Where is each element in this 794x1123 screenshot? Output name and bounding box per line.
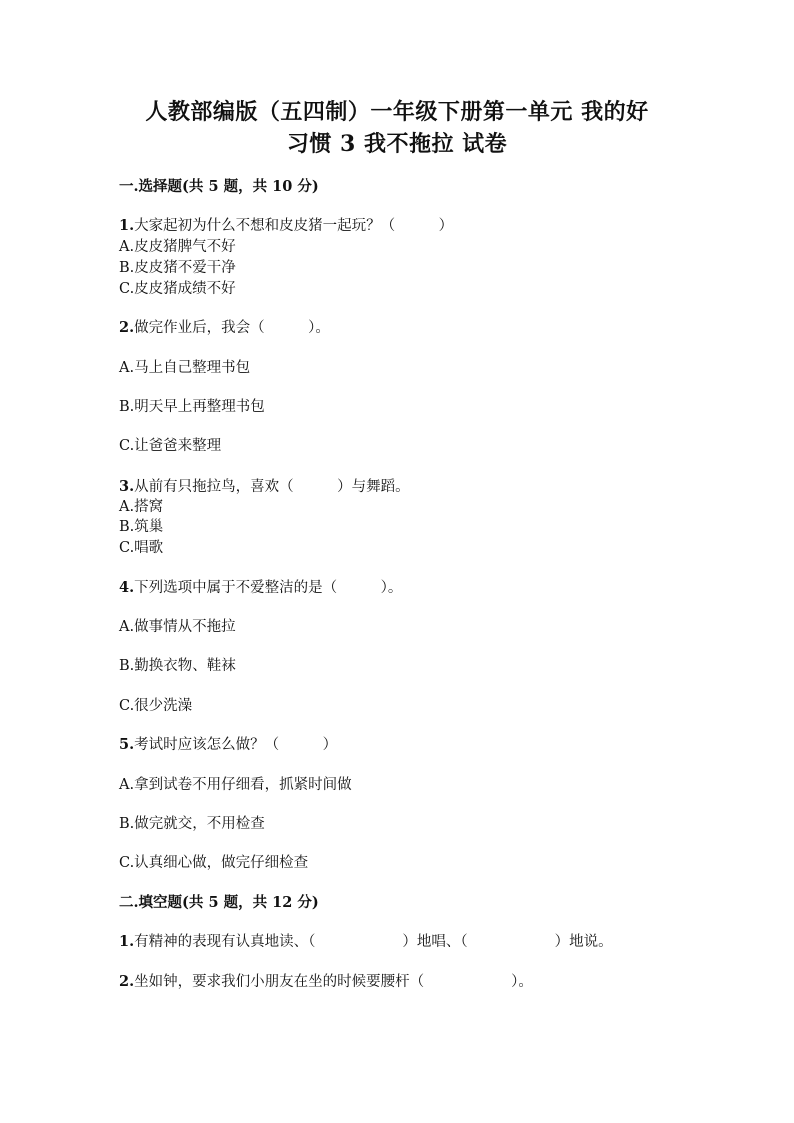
fill-question-2 [119, 972, 533, 992]
question-4-option-b: B.勤换衣物、鞋袜 [119, 658, 236, 674]
question-5 [119, 735, 337, 755]
fill-question-1 [119, 932, 613, 952]
question-3 [119, 477, 410, 497]
question-4-option-c: C.很少洗澡 [119, 698, 193, 714]
question-number: 2. [119, 319, 135, 336]
question-text: 大家起初为什么不想和皮皮猪一起玩？（ ） [134, 218, 454, 234]
question-text: 从前有只拖拉鸟，喜欢（ ）与舞蹈。 [134, 479, 410, 495]
question-5-option-b: B.做完就交，不用检查 [119, 816, 265, 832]
question-text: 下列选项中属于不爱整洁的是（ ）。 [134, 580, 403, 596]
question-1-option-c: C.皮皮猪成绩不好 [119, 281, 236, 297]
question-2-option-c: C.让爸爸来整理 [119, 438, 222, 454]
question-number: 1. [119, 933, 135, 950]
question-3-option-a: A.搭窝 [119, 499, 164, 515]
question-text: 有精神的表现有认真地读、（ ）地唱、（ ）地说。 [134, 934, 613, 950]
question-2-option-b: B.明天早上再整理书包 [119, 399, 265, 415]
question-text: 做完作业后，我会（ ）。 [134, 320, 330, 336]
exam-title-line-2: 习惯 3 我不拖拉 试卷 [286, 131, 508, 157]
question-2-option-a: A.马上自己整理书包 [119, 360, 251, 376]
section-heading-multiple-choice: 一.选择题(共 5 题，共 10 分) [119, 178, 319, 195]
question-text: 坐如钟，要求我们小朋友在坐的时候要腰杆（ ）。 [134, 974, 533, 990]
question-1-option-b: B.皮皮猪不爱干净 [119, 260, 236, 276]
question-5-option-a: A.拿到试卷不用仔细看，抓紧时间做 [119, 777, 352, 793]
exam-title-line-1: 人教部编版（五四制）一年级下册第一单元 我的好 [145, 99, 649, 125]
question-3-option-c: C.唱歌 [119, 540, 164, 556]
question-1-option-a: A.皮皮猪脾气不好 [119, 239, 236, 255]
question-1 [119, 216, 453, 236]
question-3-option-b: B.筑巢 [119, 519, 164, 535]
question-number: 4. [119, 579, 135, 596]
question-number: 3. [119, 478, 135, 495]
question-2 [119, 318, 330, 338]
question-number: 5. [119, 736, 135, 753]
section-heading-fill-in-blank: 二.填空题(共 5 题，共 12 分) [119, 894, 319, 911]
question-5-option-c: C.认真细心做，做完仔细检查 [119, 855, 309, 871]
question-number: 1. [119, 217, 135, 234]
question-4 [119, 578, 402, 598]
question-4-option-a: A.做事情从不拖拉 [119, 619, 236, 635]
question-text: 考试时应该怎么做？（ ） [134, 737, 338, 753]
question-number: 2. [119, 973, 135, 990]
